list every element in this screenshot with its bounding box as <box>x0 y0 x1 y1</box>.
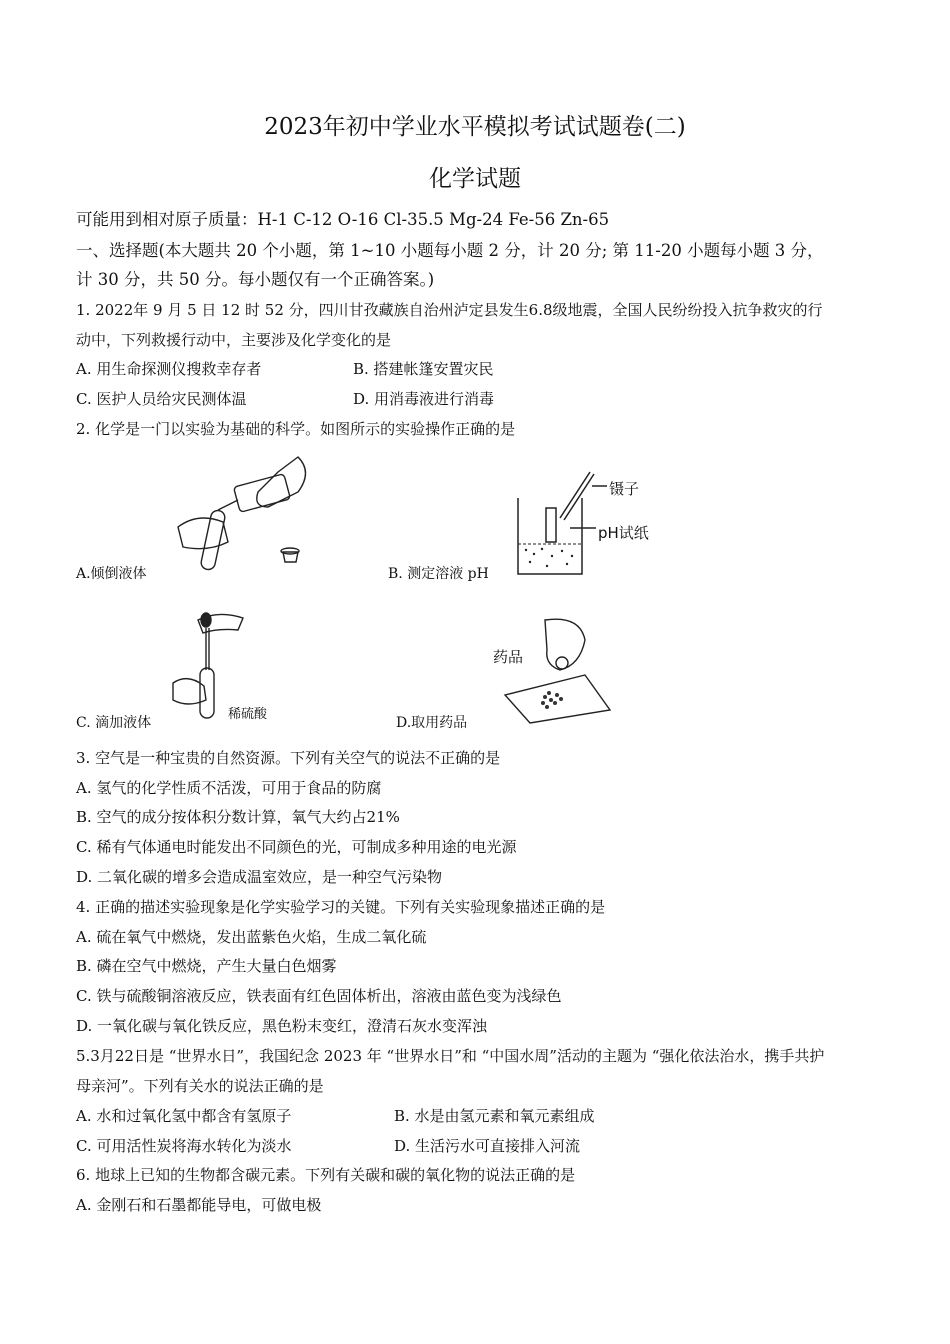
q5-stem-line1: 5.3月22日是 “世界水日”，我国纪念 2023 年 “世界水日”和 “中国水周”活动的主题为 “强化依法治水，携手共护 <box>76 1047 825 1065</box>
q3-stem: 3. 空气是一种宝贵的自然资源。下列有关空气的说法不正确的是 <box>76 749 501 767</box>
q1-option-a: A. 用生命探测仪搜救幸存者 <box>76 360 262 378</box>
q6-option-a: A. 金刚石和石墨都能导电，可做电极 <box>76 1196 322 1214</box>
q4-option-c: C. 铁与硫酸铜溶液反应，铁表面有红色固体析出，溶液由蓝色变为浅绿色 <box>76 987 562 1005</box>
exam-subtitle: 化学试题 <box>429 166 521 192</box>
q4-option-d: D. 一氧化碳与氧化铁反应，黑色粉末变红，澄清石灰水变浑浊 <box>76 1017 488 1035</box>
q2-option-b: B. 测定溶液 pH <box>388 566 489 582</box>
pouring-liquid-illustration <box>168 452 328 577</box>
q5-option-b: B. 水是由氢元素和氧元素组成 <box>394 1107 595 1125</box>
q4-stem: 4. 正确的描述实验现象是化学实验学习的关键。下列有关实验现象描述正确的是 <box>76 898 606 916</box>
sulfuric-acid-label: 稀硫酸 <box>228 707 268 722</box>
q3-option-a: A. 氢气的化学性质不活泼，可用于食品的防腐 <box>76 779 382 797</box>
q2-option-d: D.取用药品 <box>396 715 468 731</box>
q3-option-b: B. 空气的成分按体积分数计算，氧气大约占21% <box>76 808 400 826</box>
atomic-masses: 可能用到相对原子质量：H-1 C-12 O-16 Cl-35.5 Mg-24 Fe-56 Zn-65 <box>76 210 610 229</box>
section-instructions-line1: 一、选择题(本大题共 20 个小题，第 1~10 小题每小题 2 分，计 20 分; 第 11-20 小题每小题 3 分， <box>76 241 824 260</box>
q1-option-c: C. 医护人员给灾民测体温 <box>76 390 247 408</box>
figure-taking-chemicals <box>485 615 615 725</box>
q2-stem: 2. 化学是一门以实验为基础的科学。如图所示的实验操作正确的是 <box>76 420 516 438</box>
q5-option-a: A. 水和过氧化氢中都含有氢原子 <box>76 1107 292 1125</box>
section-instructions-line2: 计 30 分，共 50 分。每小题仅有一个正确答案。) <box>76 270 435 289</box>
q5-option-c: C. 可用活性炭将海水转化为淡水 <box>76 1137 292 1155</box>
q3-option-c: C. 稀有气体通电时能发出不同颜色的光，可制成多种用途的电光源 <box>76 838 517 856</box>
exam-title: 2023年初中学业水平模拟考试试题卷(二) <box>264 114 686 140</box>
q5-option-d: D. 生活污水可直接排入河流 <box>394 1137 581 1155</box>
q2-option-c: C. 滴加液体 <box>76 715 152 731</box>
taking-chemicals-illustration <box>485 615 615 725</box>
q1-stem-line2: 动中，下列救援行动中，主要涉及化学变化的是 <box>76 331 392 349</box>
q2-option-a: A.倾倒液体 <box>76 566 147 582</box>
chemicals-label: 药品 <box>493 648 524 666</box>
tweezers-label: 镊子 <box>609 480 640 498</box>
q6-stem: 6. 地球上已知的生物都含碳元素。下列有关碳和碳的氧化物的说法正确的是 <box>76 1166 576 1184</box>
q1-option-d: D. 用消毒液进行消毒 <box>353 390 495 408</box>
q3-option-d: D. 二氧化碳的增多会造成温室效应，是一种空气污染物 <box>76 868 443 886</box>
figure-pouring-liquid <box>168 452 328 577</box>
q5-stem-line2: 母亲河”。下列有关水的说法正确的是 <box>76 1077 324 1095</box>
q4-option-b: B. 磷在空气中燃烧，产生大量白色烟雾 <box>76 957 337 975</box>
q1-stem-line1: 1. 2022年 9 月 5 日 12 时 52 分，四川甘孜藏族自治州泸定县发生6.8级地震，全国人民纷纷投入抗争救灾的行 <box>76 301 823 319</box>
q4-option-a: A. 硫在氧气中燃烧，发出蓝紫色火焰，生成二氧化硫 <box>76 928 427 946</box>
q1-option-b: B. 搭建帐篷安置灾民 <box>353 360 494 378</box>
ph-paper-label: pH试纸 <box>598 524 649 542</box>
